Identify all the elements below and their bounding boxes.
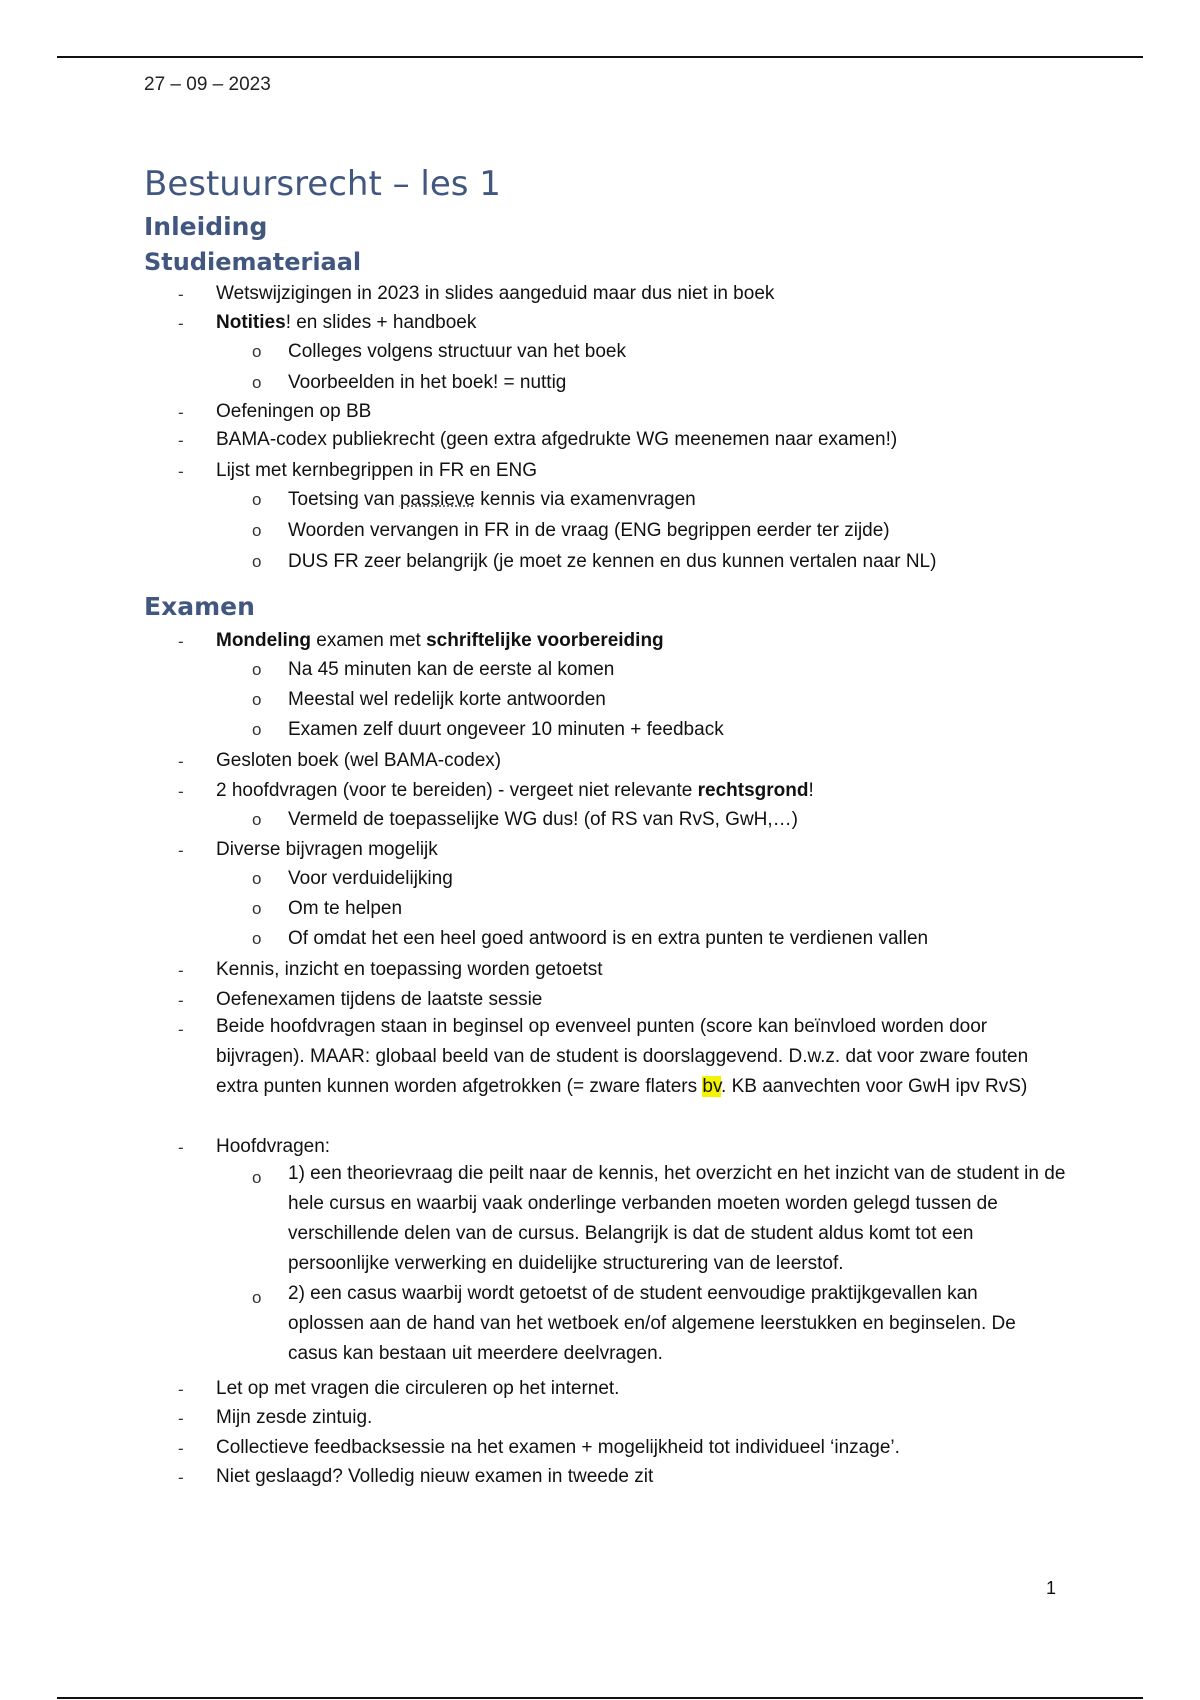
sub-list-item: Of omdat het een heel goed antwoord is en extra punten te verdienen vallen bbox=[288, 928, 929, 949]
bold-text: Mondeling bbox=[216, 630, 311, 651]
list-item: Diverse bijvragen mogelijk bbox=[216, 839, 438, 860]
list-bullet: - bbox=[178, 1020, 184, 1039]
sub-list-item bbox=[288, 489, 696, 511]
sub-list-item: 2) een casus waarbij wordt getoetst of de student eenvoudige praktijkgevallen kan oplossen aan de hand van het wetboek en/of algemene leerstukken en beginselen. De casus kan bestaan uit meerdere deelvragen. bbox=[288, 1283, 1016, 1364]
page-title: Bestuursrecht – les 1 bbox=[144, 164, 501, 204]
list-bullet: - bbox=[178, 991, 184, 1010]
list-item: Lijst met kernbegrippen in FR en ENG bbox=[216, 460, 538, 481]
list-item: Hoofdvragen: bbox=[216, 1136, 331, 1157]
list-bullet: - bbox=[178, 403, 184, 422]
list-item: BAMA-codex publiekrecht (geen extra afgedrukte WG meenemen naar examen!) bbox=[216, 429, 898, 450]
sub-bullet: o bbox=[252, 929, 262, 948]
list-bullet: - bbox=[178, 632, 184, 651]
list-item bbox=[216, 312, 476, 334]
sub-bullet: o bbox=[252, 1168, 262, 1187]
list-bullet: - bbox=[178, 1468, 184, 1487]
sub-bullet: o bbox=[252, 342, 262, 361]
sub-bullet: o bbox=[252, 490, 262, 509]
list-item bbox=[216, 780, 814, 802]
page-number: 1 bbox=[1046, 1578, 1057, 1598]
sub-bullet: o bbox=[252, 810, 262, 829]
list-item bbox=[216, 630, 664, 652]
text-run: 2 hoofdvragen (voor te bereiden) - vergeet niet relevante bbox=[216, 780, 698, 801]
heading-inleiding: Inleiding bbox=[144, 212, 268, 241]
header-date: 27 – 09 – 2023 bbox=[144, 74, 271, 95]
list-item: Gesloten boek (wel BAMA-codex) bbox=[216, 750, 502, 771]
list-bullet: - bbox=[178, 1138, 184, 1157]
bold-text: Notities bbox=[216, 312, 286, 333]
list-bullet: - bbox=[178, 285, 184, 304]
sub-list-item: Om te helpen bbox=[288, 898, 403, 919]
text-run: . KB aanvechten voor GwH ipv RvS) bbox=[721, 1076, 1028, 1097]
sub-bullet: o bbox=[252, 660, 262, 679]
list-item: Wetswijzigingen in 2023 in slides aangeduid maar dus niet in boek bbox=[216, 283, 775, 304]
list-item bbox=[216, 1012, 1056, 1102]
sub-list-item: Colleges volgens structuur van het boek bbox=[288, 341, 626, 362]
bold-text: schriftelijke voorbereiding bbox=[426, 630, 664, 651]
sub-list-item: Na 45 minuten kan de eerste al komen bbox=[288, 659, 615, 680]
list-bullet: - bbox=[178, 431, 184, 450]
sub-list-item: Examen zelf duurt ongeveer 10 minuten + feedback bbox=[288, 719, 724, 740]
sub-list-item: Meestal wel redelijk korte antwoorden bbox=[288, 689, 606, 710]
highlighted-text: bv bbox=[702, 1076, 722, 1097]
text-run: Toetsing van bbox=[288, 489, 400, 510]
sub-bullet: o bbox=[252, 869, 262, 888]
sub-bullet: o bbox=[252, 899, 262, 918]
sub-bullet: o bbox=[252, 552, 262, 571]
underlined-word: passieve bbox=[399, 489, 475, 510]
list-bullet: - bbox=[178, 314, 184, 333]
list-bullet: - bbox=[178, 462, 184, 481]
bold-text: rechtsgrond bbox=[697, 780, 809, 801]
heading-studiemateriaal: Studiemateriaal bbox=[144, 248, 362, 276]
text-run: ! en slides + handboek bbox=[285, 312, 477, 333]
list-bullet: - bbox=[178, 841, 184, 860]
sub-bullet: o bbox=[252, 720, 262, 739]
text-run: kennis via examenvragen bbox=[474, 489, 696, 510]
list-item: Kennis, inzicht en toepassing worden getoetst bbox=[216, 959, 603, 980]
list-bullet: - bbox=[178, 961, 184, 980]
sub-list-item: 1) een theorievraag die peilt naar de kennis, het overzicht en het inzicht van de student in de hele cursus en waarbij vaak onderlinge verbanden moeten worden gelegd tussen de verschillende delen van de cursus. Belangrijk is dat de student aldus komt tot een persoonlijke verwerking en duidelijke structurering van de leerstof. bbox=[288, 1163, 1066, 1274]
sub-list-item: Voor verduidelijking bbox=[288, 868, 453, 889]
list-bullet: - bbox=[178, 1439, 184, 1458]
list-bullet: - bbox=[178, 1409, 184, 1428]
footer-rule bbox=[57, 1697, 1143, 1699]
list-item: Collectieve feedbacksessie na het examen + mogelijkheid tot individueel ‘inzage’. bbox=[216, 1437, 900, 1458]
list-bullet: - bbox=[178, 1380, 184, 1399]
heading-examen: Examen bbox=[144, 592, 255, 621]
list-item: Oefenexamen tijdens de laatste sessie bbox=[216, 989, 543, 1010]
sub-bullet: o bbox=[252, 1288, 262, 1307]
sub-list-item: Voorbeelden in het boek! = nuttig bbox=[288, 372, 567, 393]
sub-list-item: DUS FR zeer belangrijk (je moet ze kennen en dus kunnen vertalen naar NL) bbox=[288, 551, 937, 572]
text-run: ! bbox=[808, 780, 814, 801]
list-bullet: - bbox=[178, 752, 184, 771]
sub-bullet: o bbox=[252, 373, 262, 392]
sub-bullet: o bbox=[252, 521, 262, 540]
text-run: examen met bbox=[310, 630, 427, 651]
list-bullet: - bbox=[178, 782, 184, 801]
list-item: Oefeningen op BB bbox=[216, 401, 372, 422]
list-item: Let op met vragen die circuleren op het internet. bbox=[216, 1378, 620, 1399]
sub-bullet: o bbox=[252, 690, 262, 709]
header-rule bbox=[57, 56, 1143, 58]
list-item: Mijn zesde zintuig. bbox=[216, 1407, 373, 1428]
sub-list-item: Woorden vervangen in FR in de vraag (ENG begrippen eerder ter zijde) bbox=[288, 520, 890, 541]
sub-list-item: Vermeld de toepasselijke WG dus! (of RS van RvS, GwH,…) bbox=[288, 809, 799, 830]
list-item: Niet geslaagd? Volledig nieuw examen in tweede zit bbox=[216, 1466, 654, 1487]
text-run: Beide hoofdvragen staan in beginsel op evenveel punten (score kan beïnvloed worden door bijvragen). MAAR: globaal beeld van de student is doorslaggevend. D.w.z. dat voor zware fouten extra punten kunnen worden afgetrokken (= zware flaters bbox=[216, 1016, 1029, 1097]
